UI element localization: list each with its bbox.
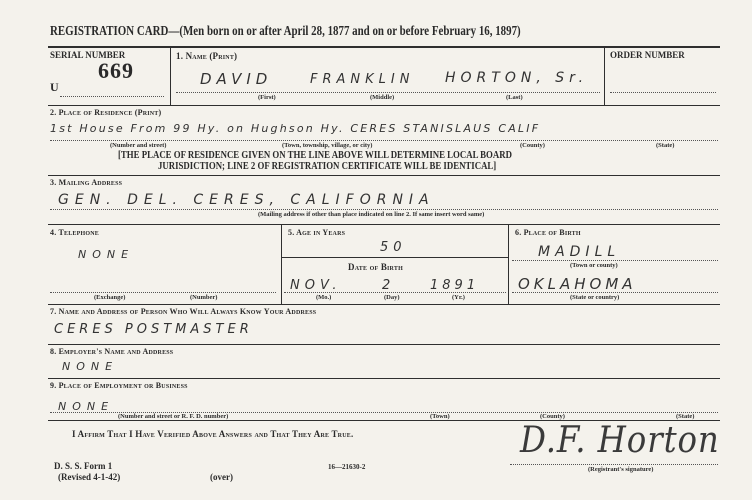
employer-label: 8. Employer's Name and Address — [50, 347, 174, 356]
row1-bottom — [48, 105, 720, 106]
row3-bottom — [48, 224, 720, 225]
residence-street-caption: (Number and street) — [110, 142, 167, 149]
row4-bottom — [48, 304, 720, 305]
name-last-caption: (Last) — [506, 94, 523, 101]
residence-underline — [50, 140, 718, 141]
dob-day: 2 — [382, 278, 396, 293]
residence-town-caption: (Town, township, village, or city) — [282, 142, 373, 149]
name-underline — [176, 92, 600, 93]
age-value: 50 — [380, 240, 407, 255]
mailing-underline — [50, 209, 718, 210]
birthplace-town: MADILL — [538, 244, 621, 260]
age-label: 5. Age in Years — [288, 228, 346, 237]
subtitle-text: —(Men born on or after April 28, 1877 and on or before February 16, 1897) — [168, 24, 521, 39]
form-over: (over) — [210, 472, 233, 482]
employment-county-caption: (County) — [540, 413, 565, 420]
birthplace-label: 6. Place of Birth — [515, 228, 581, 237]
row2-bottom — [48, 175, 720, 176]
order-divider — [604, 46, 605, 106]
telephone-number-caption: (Number) — [190, 294, 218, 301]
form-revised: (Revised 4-1-42) — [58, 472, 121, 482]
residence-state-caption: (State) — [656, 142, 675, 149]
employer-value: NONE — [62, 360, 119, 373]
employment-value: NONE — [58, 400, 115, 413]
dob-day-caption: (Day) — [384, 294, 400, 301]
name-last: HORTON, Sr. — [445, 70, 589, 86]
telephone-label: 4. Telephone — [50, 228, 99, 237]
dob-mo-caption: (Mo.) — [316, 294, 332, 301]
employment-state-caption: (State) — [676, 413, 695, 420]
signature-caption: (Registrant's signature) — [588, 466, 654, 473]
row6-bottom — [48, 378, 720, 379]
serial-underline — [60, 96, 164, 97]
signature: D.F. Horton — [520, 420, 720, 461]
birthplace-town-caption: (Town or county) — [570, 262, 618, 269]
mailing-label: 3. Mailing Address — [50, 178, 123, 187]
residence-county-caption: (County) — [520, 142, 545, 149]
affirm-text: I Affirm That I Have Verified Above Answers and That They Are True. — [72, 429, 354, 439]
signature-underline — [510, 464, 718, 465]
residence-note-2: JURISDICTION; LINE 2 OF REGISTRATION CERTIFICATE WILL BE IDENTICAL] — [158, 161, 497, 172]
birthplace-state: OKLAHOMA — [518, 275, 637, 293]
contact-value: CERES POSTMASTER — [54, 322, 253, 337]
order-label: ORDER NUMBER — [610, 50, 685, 60]
title-text: REGISTRATION CARD — [50, 24, 169, 39]
dob-year: 1891 — [430, 278, 480, 293]
residence-value: 1st House From 99 Hy. on Hughson Hy. CERES STANISLAUS CALIF — [50, 122, 541, 135]
form-code: 16—21630-2 — [328, 463, 366, 471]
employment-label: 9. Place of Employment or Business — [50, 381, 188, 390]
name-first-caption: (First) — [258, 94, 276, 101]
form-number: D. S. S. Form 1 — [54, 461, 113, 471]
contact-label: 7. Name and Address of Person Who Will Always Know Your Address — [50, 307, 317, 316]
tel-divider — [281, 224, 282, 304]
card-title — [50, 24, 521, 40]
name-label: 1. Name (Print) — [176, 51, 238, 61]
birthplace-town-underline — [512, 260, 718, 261]
employment-street-caption: (Number and street or R. F. D. number) — [118, 413, 229, 420]
order-underline — [610, 92, 716, 93]
telephone-underline — [50, 292, 276, 293]
row5-bottom — [48, 344, 720, 345]
name-middle: FRANKLIN — [310, 72, 415, 87]
telephone-value: NONE — [78, 248, 135, 261]
age-divider — [508, 224, 509, 304]
dob-top — [281, 257, 508, 258]
birthplace-state-caption: (State or country) — [570, 294, 620, 301]
employment-town-caption: (Town) — [430, 413, 450, 420]
birthplace-state-underline — [512, 292, 718, 293]
dob-underline — [284, 292, 506, 293]
serial-prefix: U — [50, 80, 59, 94]
top-rule — [48, 46, 720, 48]
serial-label: SERIAL NUMBER — [50, 50, 126, 60]
name-middle-caption: (Middle) — [370, 94, 395, 101]
mailing-caption: (Mailing address if other than place indicated on line 2. If same insert word same) — [258, 211, 485, 218]
dob-month: NOV. — [290, 278, 342, 293]
residence-note-1: [THE PLACE OF RESIDENCE GIVEN ON THE LINE ABOVE WILL DETERMINE LOCAL BOARD — [118, 150, 512, 161]
dob-label: Date of Birth — [348, 262, 403, 272]
name-first: DAVID — [200, 70, 273, 88]
mailing-value: GEN. DEL. CERES, CALIFORNIA — [58, 192, 435, 208]
serial-number: 669 — [98, 58, 134, 83]
telephone-exchange-caption: (Exchange) — [94, 294, 126, 301]
serial-divider — [170, 46, 171, 106]
dob-yr-caption: (Yr.) — [452, 294, 465, 301]
residence-label: 2. Place of Residence (Print) — [50, 108, 162, 117]
